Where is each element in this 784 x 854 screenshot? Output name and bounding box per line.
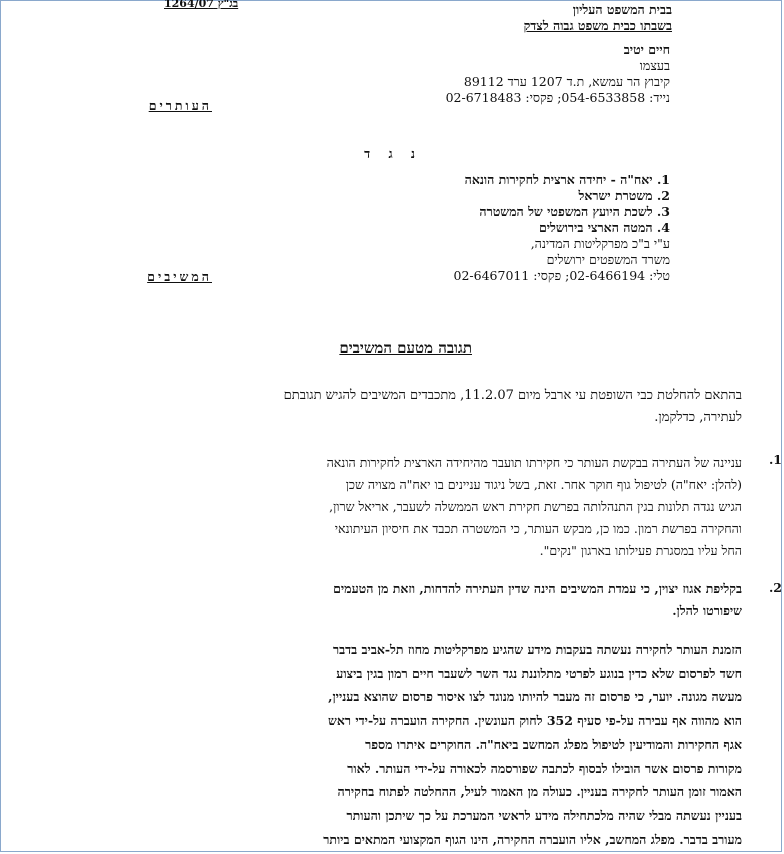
petitioner-name: חיים יטיב	[623, 42, 670, 57]
respondents-label: המשיבים	[147, 269, 212, 284]
intro-line: בהתאם להחלטת כבי השופטת עי ארבל מיום 11.2.07, מתכבדים המשיבים להגיש תגובתם	[283, 388, 742, 403]
body-line: הוא מהווה אף עבירה על-פי סעיף 352 לחוק העונשין. החקירה הועברה על-ידי ראש	[328, 713, 742, 729]
respondents-counsel-office: משרד המשפטים ירושלים	[546, 252, 670, 267]
respondent-item: 1. יאח"ה - יחידה ארצית לחקירות הונאה	[464, 172, 670, 187]
body-line: אגף החקירות והמודיעין לטיפול מפלג המחשב ביאח"ה. החוקרים איתרו מספר	[365, 736, 742, 752]
intro-paragraph	[284, 385, 742, 429]
petitioner-block	[446, 42, 670, 106]
respondents-counsel: ע"י ב"כ מפרקליטות המדינה,	[530, 236, 670, 251]
respondent-item: 3. לשכת היועץ המשפטי של המשטרה	[479, 204, 670, 219]
case-number: בג"ץ 1264/07	[164, 0, 239, 10]
body-line: הזמנת העותר לחקירה נעשתה בעקבות מידע שהגיע מפרקליטות מחוז תל-אביב בדבר	[332, 642, 742, 657]
paragraph-line: עניינה של העתירה בבקשת העותר כי חקירתו תועבר מהיחידה הארצית לחקירות הונאה	[326, 455, 742, 470]
body-line: מקורות פרסום אשר הובילו לבסוף לכתבה שפורסמה לכאורה על-ידי העותר. לאור	[347, 760, 742, 776]
paragraph-line: בקליפת אגוז יצוין, כי עמדת המשיבים הינה שדין העתירה להדחות, וזאת מן הטעמים	[333, 581, 742, 596]
body-line: מעשה מגונה. יוער, כי פרסום זה מעבר להיותו מנוגד לצו איסור פרסום שהוצא בעניין,	[328, 689, 742, 705]
versus-label: נ ג ד	[364, 146, 422, 161]
paragraph-line: (להלן: יאח"ה) לטיפול גוף חוקר אחר. זאת, בשל ניגוד עניינים בו יאח"ה מצויה שכן	[345, 477, 742, 492]
petitioner-contact: נייד: 054-6533858; פקסי: 02-6718483	[445, 90, 670, 105]
body-paragraph	[102, 638, 742, 851]
petitioner-address: קיבוץ הר עמשא, ת.ד 1207 ערד 89112	[463, 74, 670, 89]
document-title: תגובה מטעם המשיבים	[339, 339, 472, 357]
intro-line: לעתירה, כדלקמן.	[654, 410, 742, 425]
petitioners-label: העותרים	[148, 98, 212, 113]
paragraph-number: 1.	[768, 452, 782, 467]
paragraph-1	[102, 452, 742, 562]
court-name: בבית המשפט העליון	[572, 2, 672, 17]
paragraph-line: הגיש נגדה תלונות בגין התנהלותה בפרשת חקירת ראש הממשלה לשעבר, אריאל שרון,	[329, 499, 742, 514]
body-line: האמור זומן העותר לחקירה בעניין. כעולה מן האמור לעיל, ההחלטה לפתוח בחקירה	[337, 784, 742, 800]
document-page	[20, 0, 782, 854]
petitioner-representation: בעצמו	[639, 58, 670, 73]
paragraph-2	[102, 578, 742, 622]
paragraph-line: והחקירה בפרשת רמון. כמו כן, מבקש העותר, כי המשטרה תכבד את חיסיון העיתונאי	[334, 521, 742, 536]
respondents-contact: טלי: 02-6466194; פקסי: 02-6467011	[453, 268, 670, 283]
court-capacity: בשבתו כבית משפט גבוה לצדק	[523, 18, 672, 33]
paragraph-line: החל עליו במסגרת פעילותו בארגון "נקים".	[539, 543, 742, 558]
paragraph-number: 2.	[768, 580, 782, 595]
body-line: מעורב בדבר. מפלג המחשב, אליו הועברה החקירה, הינו הגוף המקצועי המתאים ביותר	[323, 831, 742, 847]
respondents-block	[454, 172, 671, 284]
body-line: חשד לפרסום שלא כדין בנוגע לפרטי מתלוננת נגד השר לשעבר חיים רמון בגין ביצוע	[336, 665, 742, 681]
paragraph-line: שיפורטו להלן.	[672, 603, 742, 618]
body-line: בעניין נעשתה מבלי שהיה מלכתחילה מידע לראשי המערכת על כך שיתכן והעותר	[346, 807, 742, 823]
court-heading	[524, 2, 672, 34]
respondent-item: 2. משטרת ישראל	[578, 188, 670, 203]
respondent-item: 4. המטה הארצי בירושלים	[538, 220, 670, 235]
